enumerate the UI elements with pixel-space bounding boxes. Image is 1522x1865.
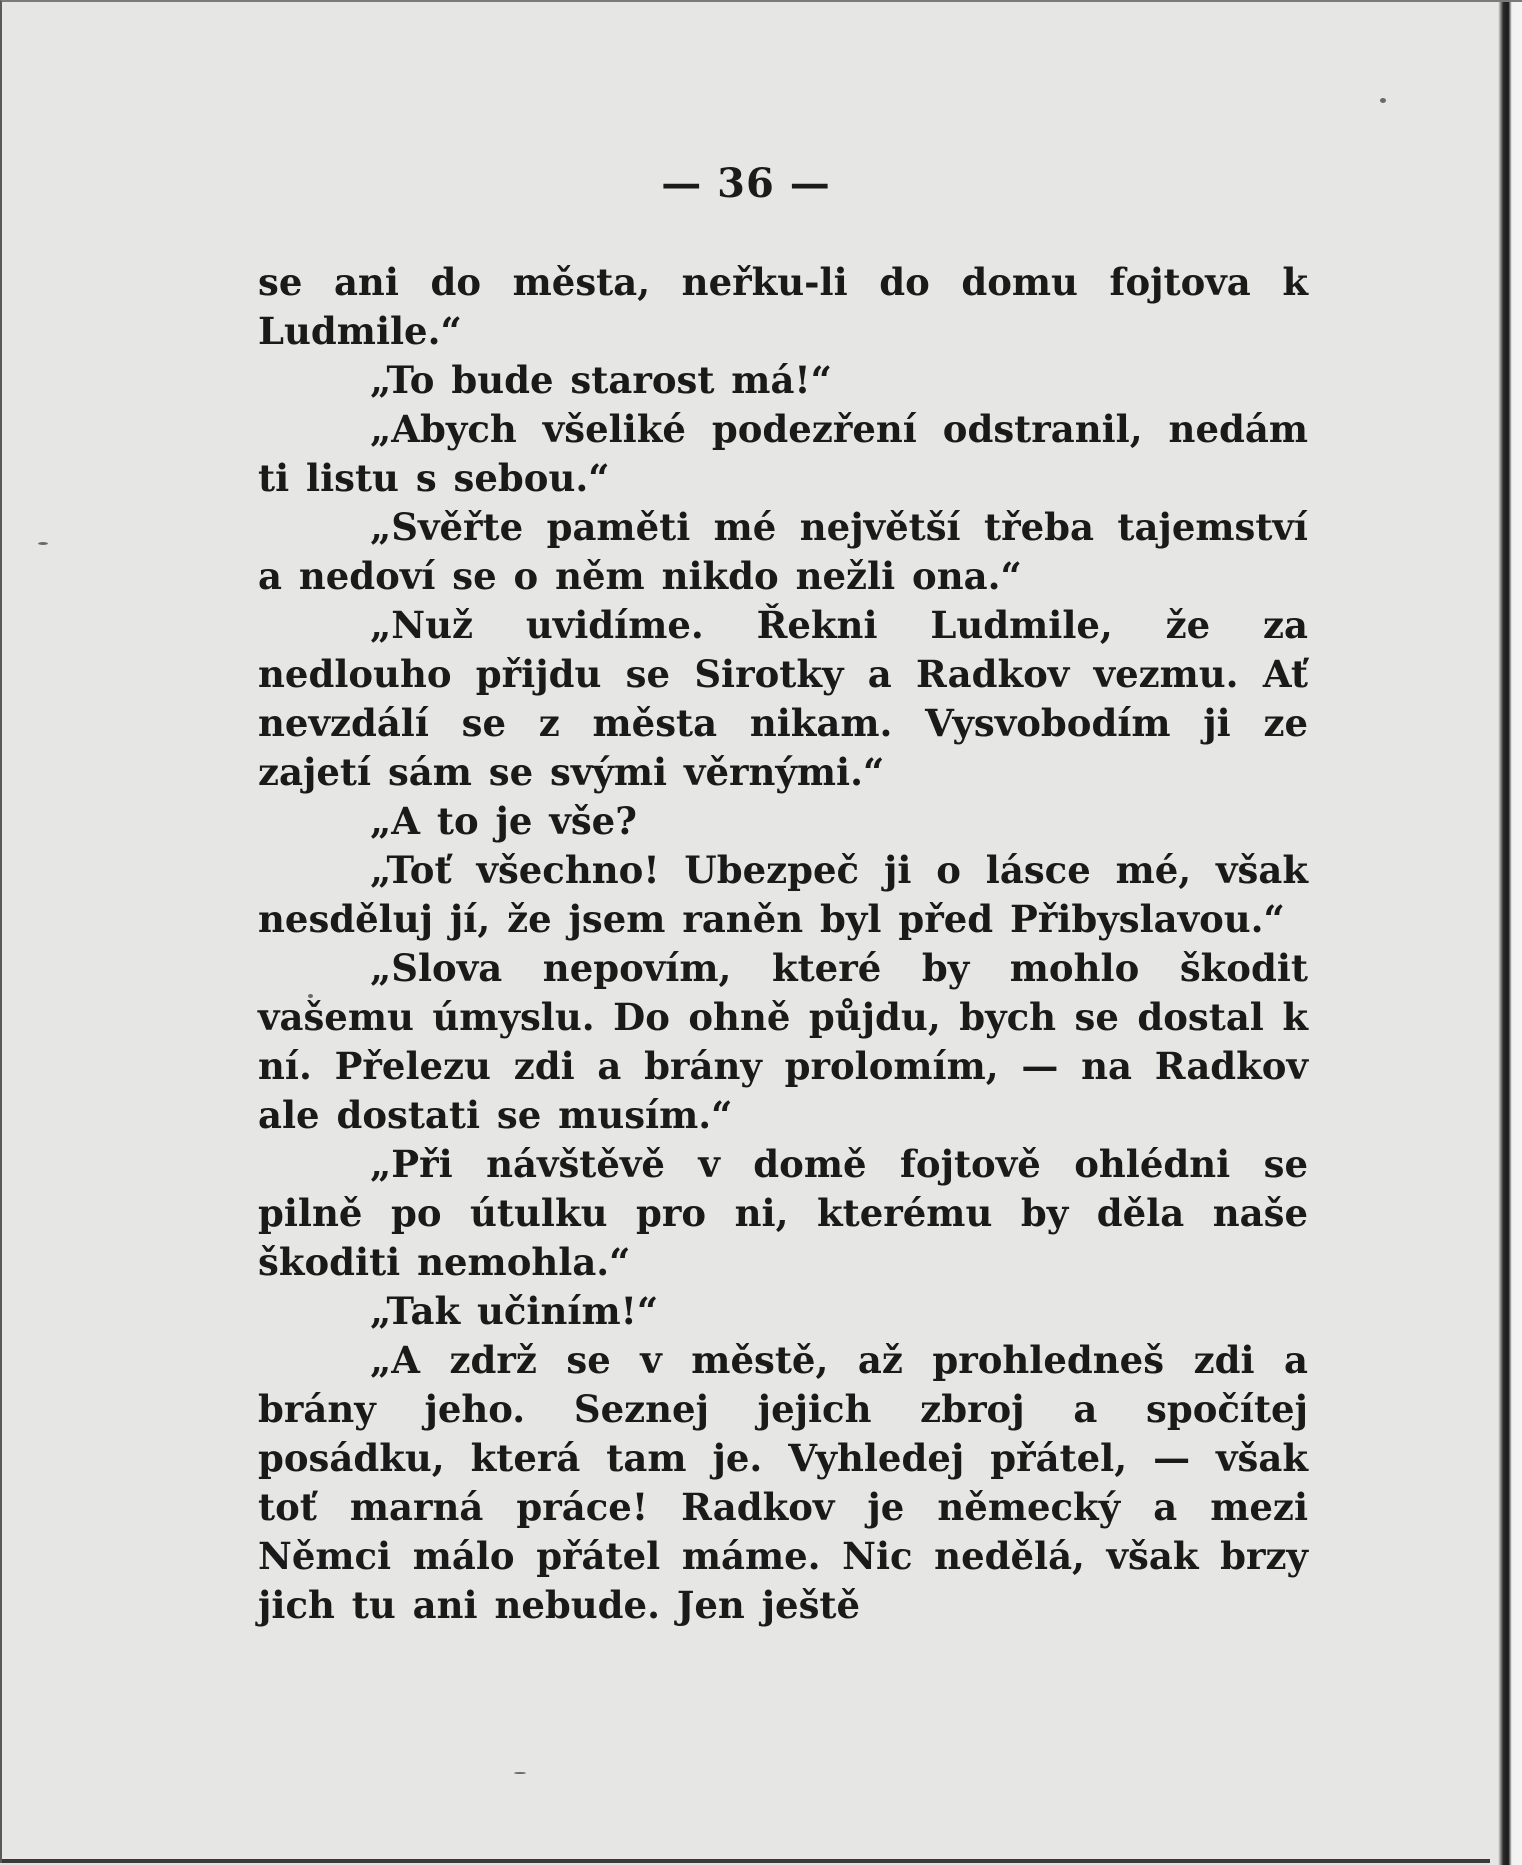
body-text	[258, 258, 1308, 1630]
paragraph: „A zdrž se v městě, až prohledneš zdi a brány jeho. Seznej jejich zbroj a spočítej posádku, která tam je. Vyhledej přátel, — však toť marná práce! Radkov je německý a mezi Němci málo přátel máme. Nic nedělá, však brzy jich tu ani nebude. Jen ještě	[258, 1338, 1308, 1627]
paragraph: „Abych všeliké podezření odstranil, nedám ti listu s sebou.“	[258, 407, 1308, 500]
scan-speck	[514, 1772, 526, 1774]
paragraph: „Toť všechno! Ubezpeč ji o lásce mé, však nesděluj jí, že jsem raněn byl před Přibyslavou.“	[258, 848, 1308, 941]
paragraph: „Svěřte paměti mé největší třeba tajemství a nedoví se o něm nikdo nežli ona.“	[258, 505, 1308, 598]
page-bottom-edge	[2, 1859, 1490, 1863]
paragraph: „Nuž uvidíme. Řekni Ludmile, že za nedlouho přijdu se Sirotky a Radkov vezmu. Ať nevzdálí se z města nikam. Vysvobodím ji ze zajetí sám se svými věrnými.“	[258, 603, 1308, 794]
scan-speck	[1380, 98, 1386, 103]
paragraph: „To bude starost má!“	[370, 358, 832, 402]
page-number: — 36 —	[661, 160, 831, 207]
paragraph: „A to je vše?	[370, 799, 637, 843]
page-edge-shadow	[1488, 2, 1522, 1865]
scan-speck	[38, 542, 48, 545]
paragraph: „Tak učiním!“	[370, 1289, 659, 1333]
paragraph: se ani do města, neřku-li do domu fojtova k Ludmile.“	[258, 260, 1308, 353]
paragraph: „Při návštěvě v domě fojtově ohlédni se pilně po útulku pro ni, kterému by děla naše škoditi nemohla.“	[258, 1142, 1308, 1284]
paragraph: „Slova nepovím, které by mohlo škodit vašemu úmyslu. Do ohně půjdu, bych se dostal k ní. Přelezu zdi a brány prolomím, — na Radkov ale dostati se musím.“	[258, 946, 1308, 1137]
